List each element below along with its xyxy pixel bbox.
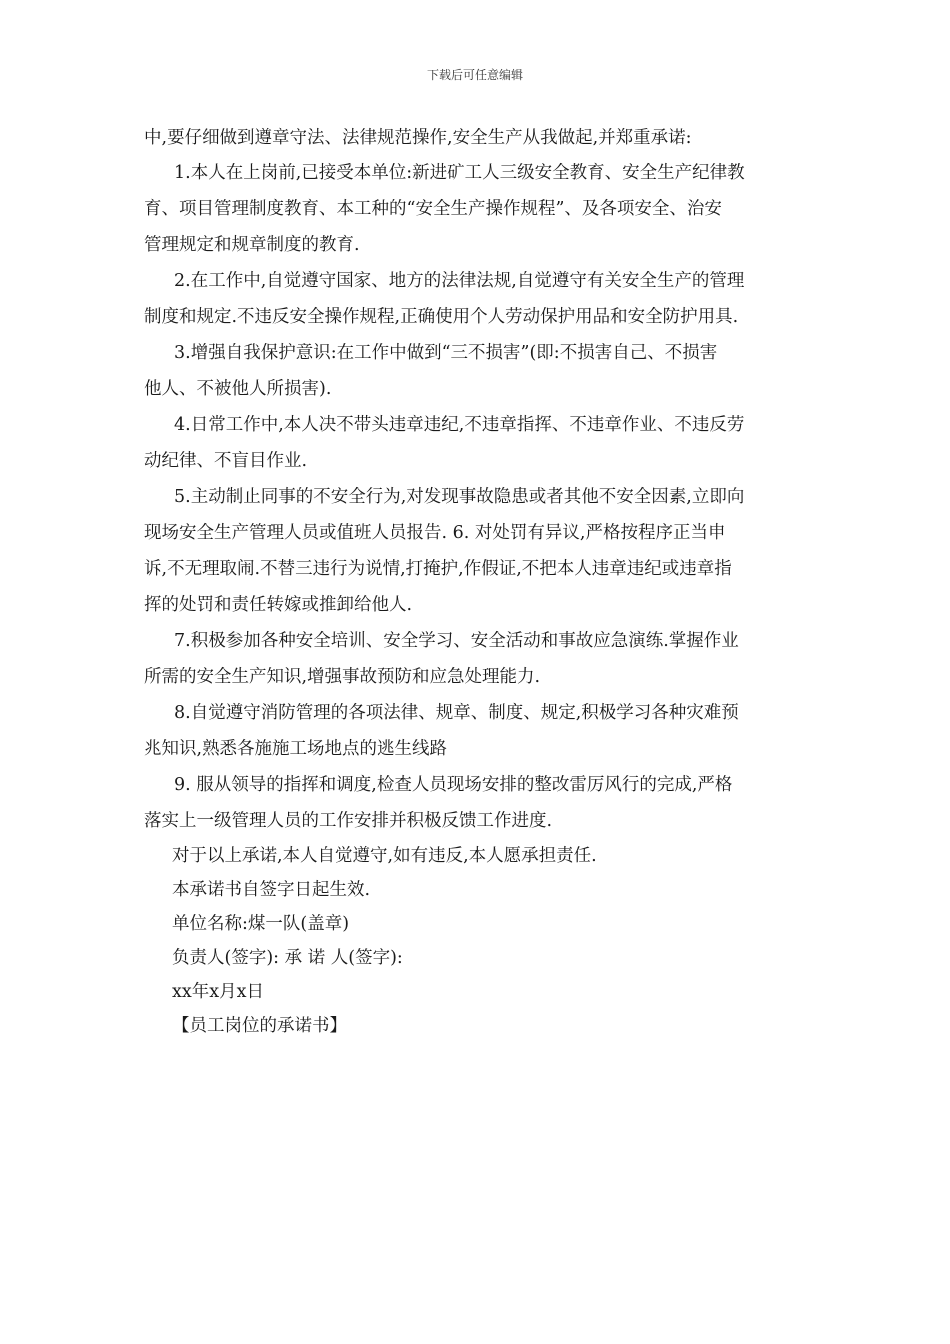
page-header-note: 下载后可任意编辑 [426, 68, 523, 82]
signature-line: 负责人(签字): 承 诺 人(签字): [172, 948, 403, 968]
paragraph-line: 1.本人在上岗前,已接受本单位:新进矿工人三级安全教育、安全生产纪律教 [174, 163, 745, 183]
date-line: xx年x月x日 [172, 982, 264, 1002]
paragraph-line: 现场安全生产管理人员或值班人员报告. 6. 对处罚有异议,严格按程序正当申 [144, 523, 726, 543]
paragraph-line: 管理规定和规章制度的教育. [144, 235, 360, 255]
paragraph-line: 7.积极参加各种安全培训、安全学习、安全活动和事故应急演练.掌握作业 [174, 631, 739, 651]
compliance-statement: 对于以上承诺,本人自觉遵守,如有违反,本人愿承担责任. [172, 846, 597, 866]
paragraph-line: 2.在工作中,自觉遵守国家、地方的法律法规,自觉遵守有关安全生产的管理 [174, 271, 745, 291]
paragraph-line: 他人、不被他人所损害). [144, 379, 332, 399]
paragraph-line: 诉,不无理取闹.不替三违行为说情,打掩护,作假证,不把本人违章违纪或违章指 [144, 559, 732, 579]
paragraph-line: 中,要仔细做到遵章守法、法律规范操作,安全生产从我做起,并郑重承诺: [144, 128, 692, 148]
paragraph-line: 挥的处罚和责任转嫁或推卸给他人. [144, 595, 413, 615]
paragraph-line: 所需的安全生产知识,增强事故预防和应急处理能力. [144, 667, 541, 687]
paragraph-line: 育、项目管理制度教育、本工种的“安全生产操作规程”、及各项安全、治安 [144, 199, 722, 219]
paragraph-line: 4.日常工作中,本人决不带头违章违纪,不违章指挥、不违章作业、不违反劳 [174, 415, 745, 435]
paragraph-line: 9. 服从领导的指挥和调度,检查人员现场安排的整改雷厉风行的完成,严格 [174, 775, 733, 795]
effective-statement: 本承诺书自签字日起生效. [172, 880, 371, 900]
unit-name: 单位名称:煤一队(盖章) [172, 914, 350, 934]
paragraph-line: 落实上一级管理人员的工作安排并积极反馈工作进度. [144, 811, 553, 831]
paragraph-line: 兆知识,熟悉各施施工场地点的逃生线路 [144, 739, 448, 759]
paragraph-line: 动纪律、不盲目作业. [144, 451, 308, 471]
paragraph-line: 3.增强自我保护意识:在工作中做到“三不损害”(即:不损害自己、不损害 [174, 343, 718, 363]
document-body [144, 121, 808, 1043]
paragraph-line: 8.自觉遵守消防管理的各项法律、规章、制度、规定,积极学习各种灾难预 [174, 703, 739, 723]
paragraph-line: 制度和规定.不违反安全操作规程,正确使用个人劳动保护用品和安全防护用具. [144, 307, 739, 327]
paragraph-line: 5.主动制止同事的不安全行为,对发现事故隐患或者其他不安全因素,立即向 [174, 487, 745, 507]
next-section-title: 【员工岗位的承诺书】 [172, 1016, 347, 1036]
